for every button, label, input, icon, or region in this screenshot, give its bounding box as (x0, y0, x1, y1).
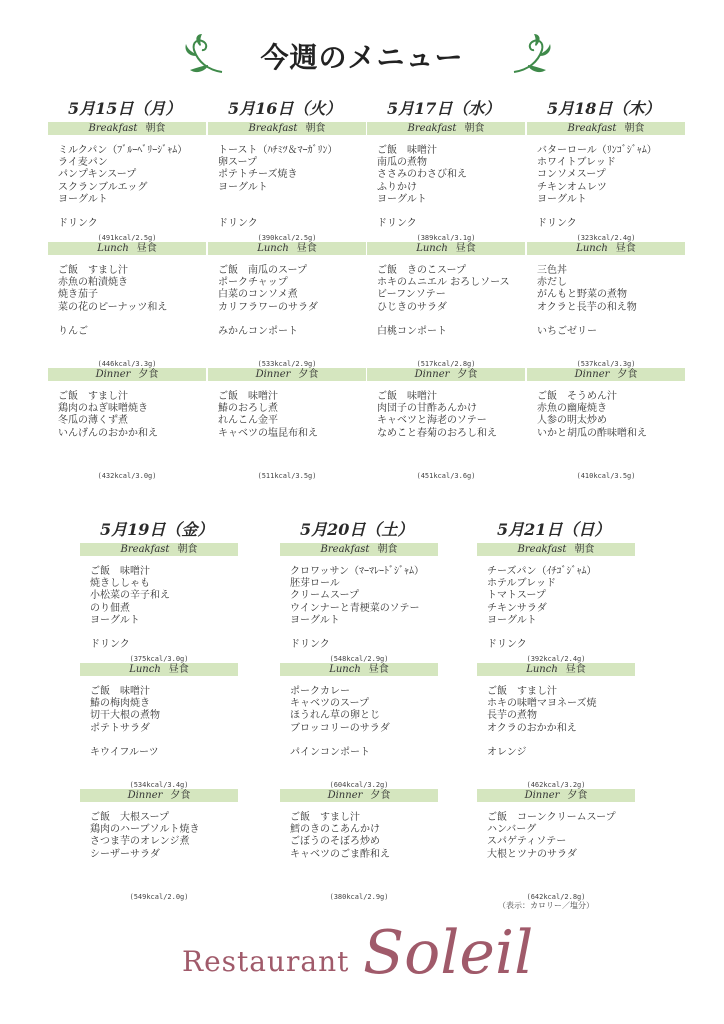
breakfast-nutrition: (389kcal/3.1g) (416, 234, 476, 242)
dinner-items (80, 802, 200, 861)
menu-item: ご飯 大根スープ (90, 812, 169, 823)
menu-item: ドリンク (58, 218, 98, 230)
dinner-items (477, 802, 616, 861)
day-column (477, 519, 635, 909)
lunch-items (527, 255, 637, 338)
menu-item: がんもと野菜の煮物 (537, 289, 627, 301)
menu-item: チキンオムレツ (537, 181, 607, 193)
dinner-nutrition: (511kcal/3.5g) (257, 472, 317, 480)
dinner-label-en: Dinner (327, 790, 363, 801)
menu-item: ご飯 味噌汁 (90, 686, 150, 697)
lunch-band (80, 663, 238, 676)
breakfast-label-jp: 朝食 (145, 123, 166, 134)
dinner-band (367, 368, 525, 381)
lunch-label-en: Lunch (526, 664, 558, 675)
dinner-label-jp: 夕食 (370, 790, 391, 801)
lunch-band (367, 242, 525, 255)
dinner-nutrition: (549kcal/2.0g) (129, 893, 189, 901)
restaurant-label: Restaurant (182, 945, 350, 978)
dinner-nutrition: (432kcal/3.0g) (97, 472, 157, 480)
menu-item: キャベツのごま酢和え (290, 848, 390, 860)
day-column (48, 98, 206, 488)
menu-item: オクラのおかか和え (487, 722, 577, 734)
menu-item: いかと胡瓜の酢味噌和え (537, 427, 647, 439)
menu-item: ドリンク (90, 639, 130, 651)
menu-item: 鱈のきのこあんかけ (290, 824, 380, 836)
dinner-nutrition: (642kcal/2.8g) (526, 893, 586, 901)
menu-item: ご飯 南瓜のスープ (218, 265, 307, 276)
menu-item: ご飯 味噌汁 (377, 391, 437, 402)
menu-item: 焼き茄子 (58, 289, 98, 301)
menu-item: ささみのわさび和え (377, 169, 467, 181)
breakfast-band (208, 122, 366, 135)
day-column (367, 98, 525, 488)
menu-item: いちごゼリー (537, 325, 597, 337)
breakfast-band (48, 122, 206, 135)
menu-item: ヨーグルト (58, 193, 108, 205)
lunch-label-jp: 昼食 (368, 664, 389, 675)
breakfast-label-jp: 朝食 (574, 544, 595, 555)
breakfast-band (280, 543, 438, 556)
breakfast-label-en: Breakfast (567, 123, 617, 134)
dinner-label-en: Dinner (414, 369, 450, 380)
lunch-nutrition: (462kcal/3.2g) (526, 781, 586, 789)
lunch-nutrition: (534kcal/3.4g) (129, 781, 189, 789)
lunch-items (208, 255, 318, 338)
menu-item: シーザーサラダ (90, 848, 160, 860)
menu-item: ひじきのサラダ (377, 301, 447, 313)
menu-item: いんげんのおかか和え (58, 427, 158, 439)
dinner-label-jp: 夕食 (298, 369, 319, 380)
menu-item: クリームスープ (290, 590, 359, 602)
menu-item: ミルクパン（ﾌﾞﾙｰﾍﾞﾘｰｼﾞｬﾑ） (58, 145, 188, 156)
menu-item: ヨーグルト (487, 614, 537, 626)
menu-item: 赤だし (537, 277, 567, 289)
dinner-band (80, 789, 238, 802)
menu-item: 三色丼 (537, 265, 567, 276)
lunch-band (280, 663, 438, 676)
menu-item: 赤魚の粕漬焼き (58, 277, 128, 289)
menu-item: ポテトチーズ焼き (218, 169, 298, 181)
menu-item: トマトスープ (487, 590, 546, 602)
breakfast-label-jp: 朝食 (377, 544, 398, 555)
menu-item: 切干大根の煮物 (90, 710, 160, 722)
day-date: 5月15日（月） (68, 99, 182, 118)
menu-item: 菜の花のピーナッツ和え (58, 301, 168, 313)
lunch-label-en: Lunch (416, 243, 448, 254)
menu-item: 鶏肉のねぎ味噌焼き (58, 403, 148, 415)
menu-item: バターロール（ﾘﾝｺﾞｼﾞｬﾑ） (537, 145, 657, 156)
breakfast-nutrition: (548kcal/2.9g) (329, 655, 389, 663)
day-date: 5月20日（土） (300, 520, 414, 539)
menu-item: トースト（ﾊﾁﾐﾂ＆ﾏｰｶﾞﾘﾝ） (218, 145, 338, 156)
breakfast-nutrition: (390kcal/2.5g) (257, 234, 317, 242)
day-date: 5月18日（木） (547, 99, 661, 118)
menu-item: 肉団子の甘酢あんかけ (377, 403, 477, 415)
breakfast-nutrition: (491kcal/2.5g) (97, 234, 157, 242)
lunch-label-en: Lunch (329, 664, 361, 675)
menu-item: ブロッコリーのサラダ (290, 722, 390, 734)
menu-item: ヨーグルト (377, 193, 427, 205)
day-column (527, 98, 685, 488)
menu-item: ホキのムニエル おろしソース (377, 277, 510, 289)
menu-item: チーズパン（ｲﾁｺﾞｼﾞｬﾑ） (487, 566, 597, 577)
breakfast-label-jp: 朝食 (464, 123, 485, 134)
menu-item: ヨーグルト (290, 614, 340, 626)
lunch-band (48, 242, 206, 255)
menu-item: ご飯 味噌汁 (218, 391, 278, 402)
menu-item: ドリンク (537, 218, 577, 230)
lunch-band (208, 242, 366, 255)
dinner-items (48, 381, 158, 440)
dinner-items (280, 802, 390, 861)
lunch-items (367, 255, 510, 338)
breakfast-nutrition: (323kcal/2.4g) (576, 234, 636, 242)
menu-item: ポテトサラダ (90, 722, 150, 734)
breakfast-items (80, 556, 170, 651)
dinner-nutrition: (451kcal/3.6g) (416, 472, 476, 480)
menu-item: 胚芽ロール (290, 578, 340, 590)
breakfast-label-en: Breakfast (248, 123, 298, 134)
menu-item: ポークチャップ (218, 277, 288, 289)
menu-item: のり佃煮 (90, 602, 130, 614)
dinner-label-jp: 夕食 (138, 369, 159, 380)
menu-item: ご飯 味噌汁 (90, 566, 150, 577)
lunch-band (527, 242, 685, 255)
menu-item: みかんコンポート (218, 325, 298, 337)
page-title: 今週のメニュー (260, 41, 464, 74)
dinner-nutrition: (380kcal/2.9g) (329, 893, 389, 901)
menu-item: ドリンク (290, 639, 330, 651)
day-column (208, 98, 366, 488)
dinner-band (48, 368, 206, 381)
menu-item: カリフラワーのサラダ (218, 301, 318, 313)
menu-item: 南瓜の煮物 (377, 157, 427, 169)
breakfast-items (527, 135, 657, 230)
breakfast-label-jp: 朝食 (305, 123, 326, 134)
menu-item: コンソメスープ (537, 169, 606, 181)
menu-item: パンプキンスープ (58, 169, 137, 181)
day-column (280, 519, 438, 909)
day-date: 5月21日（日） (497, 520, 611, 539)
menu-item: パインコンポート (290, 746, 370, 758)
dinner-label-en: Dinner (95, 369, 131, 380)
lunch-label-en: Lunch (257, 243, 289, 254)
dinner-band (527, 368, 685, 381)
breakfast-label-jp: 朝食 (624, 123, 645, 134)
menu-item: ホワイトブレッド (537, 157, 616, 169)
menu-item: ヨーグルト (90, 614, 140, 626)
menu-item: なめこと春菊のおろし和え (377, 427, 497, 439)
menu-item: ご飯 コーンクリームスープ (487, 812, 616, 823)
lunch-label-en: Lunch (576, 243, 608, 254)
menu-item: さつま芋のオレンジ煮 (90, 836, 190, 848)
breakfast-band (80, 543, 238, 556)
menu-item: りんご (58, 325, 88, 337)
menu-item: ウインナーと青梗菜のソテー (290, 602, 420, 614)
menu-item: キャベツと海老のソテー (377, 415, 487, 427)
breakfast-label-en: Breakfast (517, 544, 567, 555)
menu-item: オクラと長芋の和え物 (537, 301, 637, 313)
menu-item: ご飯 すまし汁 (487, 686, 557, 697)
breakfast-items (367, 135, 467, 230)
menu-item: ご飯 すまし汁 (290, 812, 360, 823)
menu-item: ご飯 そうめん汁 (537, 391, 617, 402)
dinner-band (208, 368, 366, 381)
menu-item: キャベツの塩昆布和え (218, 427, 318, 439)
day-column (80, 519, 238, 909)
dinner-items (208, 381, 318, 440)
menu-item: ご飯 味噌汁 (377, 145, 437, 156)
dinner-label-en: Dinner (574, 369, 610, 380)
menu-item: ドリンク (218, 217, 258, 229)
menu-item: 赤魚の幽庵焼き (537, 403, 607, 415)
day-date: 5月16日（火） (228, 99, 342, 118)
menu-item: 人参の明太炒め (537, 415, 607, 427)
dinner-nutrition: (410kcal/3.5g) (576, 472, 636, 480)
breakfast-label-en: Breakfast (88, 123, 138, 134)
lunch-nutrition: (446kcal/3.3g) (97, 360, 157, 368)
breakfast-band (367, 122, 525, 135)
legend-note: （表示：カロリー／塩分） (498, 901, 594, 910)
lunch-label-en: Lunch (97, 243, 129, 254)
lunch-band (477, 663, 635, 676)
dinner-items (367, 381, 497, 440)
lunch-nutrition: (537kcal/3.3g) (576, 360, 636, 368)
dinner-label-en: Dinner (127, 790, 163, 801)
dinner-label-en: Dinner (524, 790, 560, 801)
lunch-items (48, 255, 167, 338)
menu-item: れんこん金平 (218, 415, 278, 427)
menu-item: ヨーグルト (537, 193, 587, 205)
menu-item: チキンサラダ (487, 602, 547, 614)
menu-item: ホキの味噌マヨネーズ焼 (487, 698, 597, 710)
menu-item: 白菜のコンソメ煮 (218, 289, 298, 301)
dinner-label-jp: 夕食 (617, 369, 638, 380)
menu-item: クロワッサン（ﾏｰﾏﾚｰﾄﾞｼﾞｬﾑ） (290, 566, 424, 577)
menu-item: 大根とツナのサラダ (487, 848, 577, 860)
breakfast-nutrition: (375kcal/3.0g) (129, 655, 189, 663)
dinner-band (477, 789, 635, 802)
menu-item: ヨーグルト (218, 181, 268, 193)
breakfast-items (280, 556, 424, 651)
menu-item: 鰆の梅肉焼き (90, 698, 150, 710)
menu-item: ライ麦パン (58, 157, 108, 169)
menu-item: 鶏肉のハーブソルト焼き (90, 824, 200, 836)
lunch-label-jp: 昼食 (455, 243, 476, 254)
breakfast-items (477, 556, 597, 651)
breakfast-band (527, 122, 685, 135)
lunch-nutrition: (517kcal/2.8g) (416, 360, 476, 368)
menu-item: ホテルブレッド (487, 578, 556, 590)
menu-item: ふりかけ (377, 181, 417, 193)
menu-item: ほうれん草の卵とじ (290, 710, 380, 722)
menu-item: ごぼうのそぼろ炒め (290, 836, 380, 848)
lunch-items (280, 676, 390, 759)
menu-item: キウイフルーツ (90, 746, 159, 758)
dinner-band (280, 789, 438, 802)
menu-item: ドリンク (377, 218, 417, 230)
lunch-label-jp: 昼食 (168, 664, 189, 675)
breakfast-label-en: Breakfast (120, 544, 170, 555)
lunch-label-en: Lunch (129, 664, 161, 675)
breakfast-band (477, 543, 635, 556)
menu-item: 小松菜の辛子和え (90, 590, 170, 602)
menu-item: 鰆のおろし煮 (218, 403, 278, 415)
menu-item: ご飯 すまし汁 (58, 265, 128, 276)
menu-item: スパゲティソテー (487, 836, 567, 848)
menu-item: ご飯 きのこスープ (377, 265, 466, 276)
lunch-label-jp: 昼食 (136, 243, 157, 254)
dinner-label-en: Dinner (255, 369, 291, 380)
breakfast-items (208, 135, 338, 230)
lunch-label-jp: 昼食 (615, 243, 636, 254)
lunch-items (80, 676, 160, 759)
day-date: 5月19日（金） (100, 520, 214, 539)
breakfast-items (48, 135, 187, 230)
menu-item: ハンバーグ (487, 824, 537, 836)
lunch-items (477, 676, 597, 759)
menu-item: ポークカレー (290, 686, 350, 697)
dinner-label-jp: 夕食 (567, 790, 588, 801)
menu-item: 長芋の煮物 (487, 710, 537, 722)
breakfast-label-en: Breakfast (407, 123, 457, 134)
breakfast-label-jp: 朝食 (177, 544, 198, 555)
day-date: 5月17日（水） (387, 99, 501, 118)
menu-item: オレンジ (487, 746, 527, 758)
dinner-label-jp: 夕食 (170, 790, 191, 801)
lunch-label-jp: 昼食 (296, 243, 317, 254)
dinner-label-jp: 夕食 (457, 369, 478, 380)
menu-item: 卵スープ (218, 157, 257, 169)
restaurant-name: Soleil (363, 918, 534, 988)
menu-item: ドリンク (487, 639, 527, 651)
breakfast-nutrition: (392kcal/2.4g) (526, 655, 586, 663)
menu-item: ビーフンソテー (377, 289, 446, 301)
lunch-label-jp: 昼食 (565, 664, 586, 675)
dinner-items (527, 381, 647, 440)
menu-item: 白桃コンポート (377, 325, 447, 337)
menu-item: ご飯 すまし汁 (58, 391, 128, 402)
menu-item: 冬瓜の薄くず煮 (58, 415, 128, 427)
menu-item: キャベツのスープ (290, 698, 369, 710)
breakfast-label-en: Breakfast (320, 544, 370, 555)
lunch-nutrition: (533kcal/2.9g) (257, 360, 317, 368)
menu-item: スクランブルエッグ (58, 181, 148, 193)
lunch-nutrition: (604kcal/3.2g) (329, 781, 389, 789)
menu-item: 焼きししゃも (90, 578, 150, 590)
